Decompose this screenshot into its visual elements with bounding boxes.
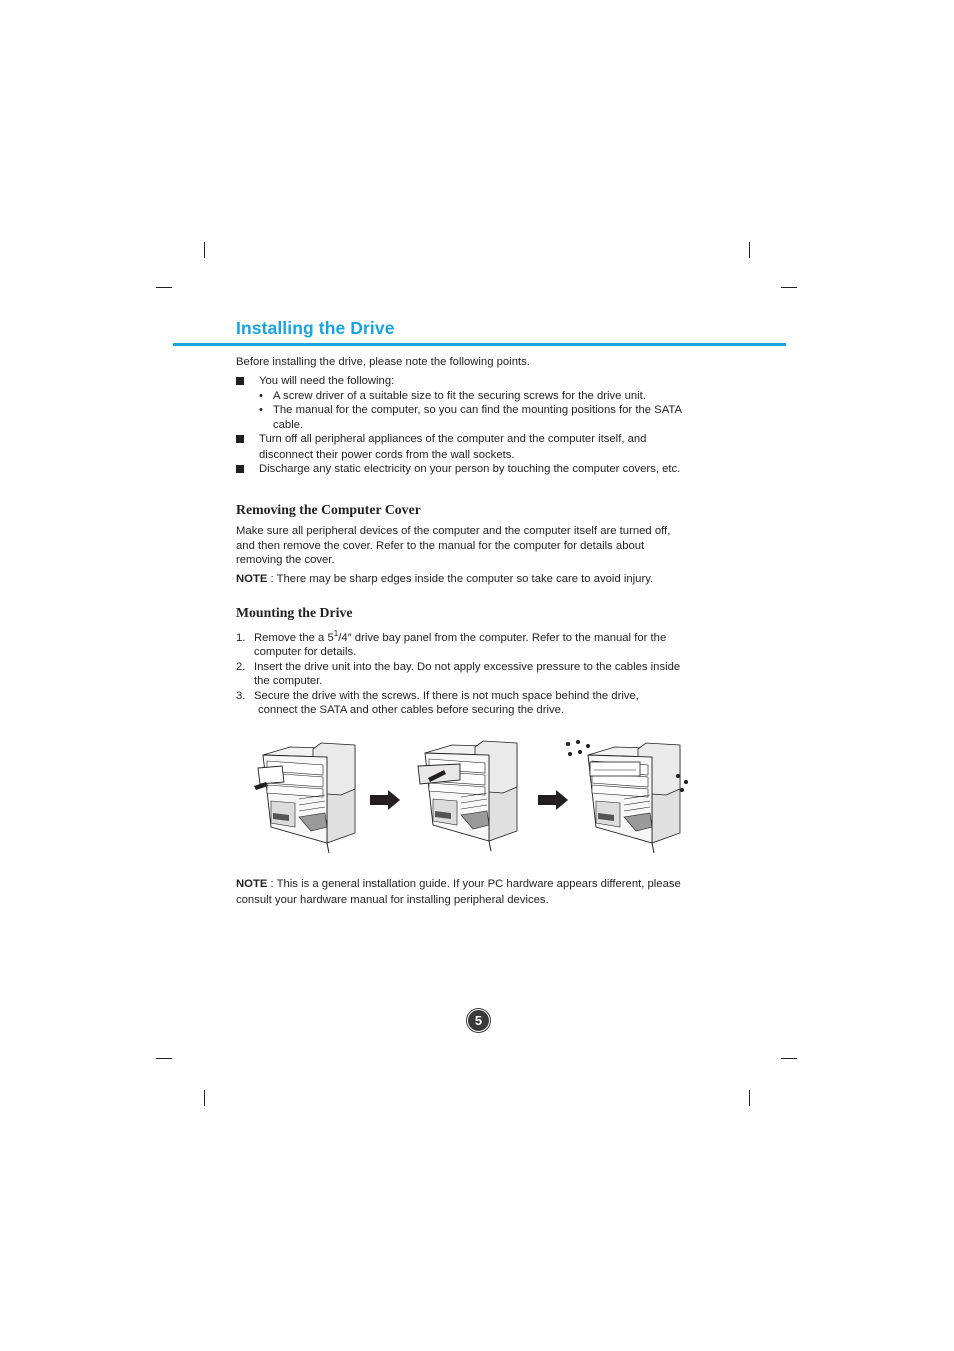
crop-mark (204, 242, 205, 258)
crop-mark (204, 1090, 205, 1106)
title-rule (173, 343, 786, 346)
removing-note (236, 572, 653, 587)
intro-text: Before installing the drive, please note the following points. (236, 356, 530, 368)
mounting-heading: Mounting the Drive (236, 605, 353, 620)
step-number: 2. (236, 661, 246, 673)
note-text: : This is a general installation guide. If your PC hardware appears different, please (267, 878, 681, 890)
sub-bullet-screwdriver: A screw driver of a suitable size to fit the securing screws for the drive unit. (273, 390, 646, 402)
step-3-cont: connect the SATA and other cables before securing the drive. (258, 704, 565, 716)
step-number: 3. (236, 690, 246, 702)
removing-text: and then remove the cover. Refer to the manual for the computer for details about (236, 540, 645, 552)
note-label: NOTE (236, 573, 268, 585)
removing-heading: Removing the Computer Cover (236, 502, 421, 517)
bullet-power-cont: disconnect their power cords from the wall sockets. (259, 449, 515, 461)
bottom-note (236, 877, 681, 892)
crop-mark (749, 242, 750, 258)
square-bullet-icon (236, 465, 244, 473)
bullet-need: You will need the following: (259, 375, 395, 387)
page-title: Installing the Drive (236, 318, 395, 338)
crop-mark (156, 287, 172, 288)
crop-mark (749, 1090, 750, 1106)
step-2-text: Insert the drive unit into the bay. Do not apply excessive pressure to the cables inside (254, 661, 681, 673)
step-number: 1. (236, 632, 246, 644)
note-text: : There may be sharp edges inside the computer so take care to avoid injury. (267, 573, 654, 585)
square-bullet-icon (236, 377, 244, 385)
installation-illustrations (250, 730, 710, 860)
crop-mark (781, 287, 797, 288)
step-1-part: Remove the a 5 (254, 632, 334, 644)
step-1-text (254, 631, 666, 646)
step-2-cont: the computer. (254, 675, 323, 687)
sub-bullet-manual-cont: cable. (273, 419, 304, 431)
bullet-static: Discharge any static electricity on your person by touching the computer covers, etc. (259, 463, 681, 475)
crop-mark (781, 1058, 797, 1059)
removing-text: Make sure all peripheral devices of the computer and the computer itself are turned off, (236, 525, 671, 537)
step-3-text: Secure the drive with the screws. If there is not much space behind the drive, (254, 690, 639, 702)
square-bullet-icon (236, 435, 244, 443)
crop-mark (156, 1058, 172, 1059)
bottom-note-cont: consult your hardware manual for installing peripheral devices. (236, 894, 549, 906)
sub-bullet-manual: The manual for the computer, so you can find the mounting positions for the SATA (273, 404, 683, 416)
note-label: NOTE (236, 878, 268, 890)
bullet-power: Turn off all peripheral appliances of the computer and the computer itself, and (259, 433, 647, 445)
dot-bullet-icon: • (259, 404, 263, 416)
removing-text: removing the cover. (236, 554, 335, 566)
fraction-numerator: 1 (333, 629, 339, 639)
step-1-part: /4″ drive bay panel from the computer. Refer to the manual for the (338, 632, 667, 644)
page-number: 5 (467, 1009, 490, 1032)
dot-bullet-icon: • (259, 390, 263, 402)
step-1-cont: computer for details. (254, 646, 357, 658)
